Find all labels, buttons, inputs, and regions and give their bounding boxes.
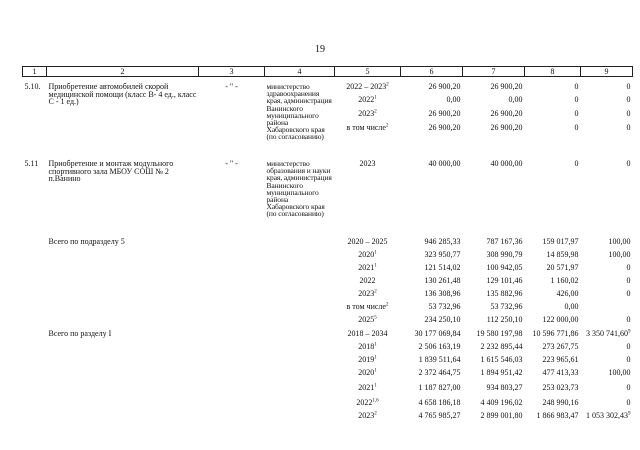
year-text: 2020: [358, 368, 375, 377]
value-other: 0: [626, 342, 631, 351]
value-federal: 26 900,20: [490, 82, 523, 91]
value-total: 4 765 985,27: [418, 411, 461, 420]
value-federal: 1 615 546,03: [480, 355, 523, 364]
value-total: 1 187 827,00: [418, 383, 461, 392]
value-regional: 122 000,00: [542, 315, 579, 324]
item-name: Приобретение автомобилей скорой медицинской помощи (класс В- 4 ед., класс С - 1 ед.): [48, 82, 197, 106]
value-total: 1 839 511,64: [418, 355, 461, 364]
footnote-mark: 9: [628, 329, 631, 335]
value-other: 0: [626, 95, 631, 104]
responsible-org: министерство здравоохранения края, администрация Ванинского муниципального района Хабаровского края (по согласованию): [266, 82, 332, 142]
value-regional: 0: [574, 82, 579, 91]
value-federal: 26 900,20: [490, 123, 523, 132]
footnote-mark: 2: [374, 289, 377, 295]
value-federal: 4 409 196,02: [480, 398, 523, 407]
column-header: 6: [401, 67, 463, 77]
value-total: 2 506 163,19: [418, 342, 461, 351]
value-federal: 112 250,10: [486, 315, 523, 324]
value-other: 100,00: [608, 237, 631, 246]
footnote-mark: 2: [386, 82, 389, 88]
value-regional: 223 965,61: [542, 355, 579, 364]
value-total: 130 261,48: [424, 276, 461, 285]
value-federal: 19 580 197,98: [476, 329, 523, 338]
value-federal: 2 899 001,80: [480, 411, 523, 420]
year-cell: [335, 412, 401, 425]
footnote-mark: 2: [385, 123, 389, 129]
value-total: 136 308,96: [424, 289, 461, 298]
value-other: 100,00: [608, 368, 631, 377]
column-header: 8: [525, 67, 581, 77]
ditto-mark: - " -: [225, 159, 238, 168]
table-row: [23, 238, 633, 251]
footnote-mark: 1: [374, 250, 377, 256]
column-header: 9: [581, 67, 633, 77]
footnote-mark: 1: [374, 368, 377, 374]
column-header: 7: [463, 67, 525, 77]
year-cell: [335, 124, 401, 158]
value-total: 2 372 464,75: [418, 368, 461, 377]
value-total: 946 285,33: [424, 237, 461, 246]
value-regional: 0: [574, 109, 579, 118]
year-text: 2020 – 2025: [347, 237, 388, 246]
footnote-mark: 2: [374, 109, 377, 115]
blank-cell: [23, 238, 47, 330]
value-total: 0,00: [446, 95, 461, 104]
column-number-header: [23, 67, 633, 77]
value-other: 0: [626, 159, 631, 168]
value-regional: 14 859,98: [546, 250, 579, 259]
value-other: 3 350 741,60$^9$: [586, 329, 631, 338]
footnote-mark: 1: [374, 355, 377, 361]
value-total: 323 950,77: [424, 250, 461, 259]
year-cell: [335, 369, 401, 384]
value-federal: 934 803,27: [486, 383, 523, 392]
value-federal: 100 942,05: [486, 263, 523, 272]
total-label: Всего по разделу I: [48, 329, 112, 338]
footnote-mark: 1: [374, 95, 377, 101]
value-regional: 20 571,97: [546, 263, 579, 272]
item-number: 5.10.: [24, 82, 41, 91]
table-row: [23, 160, 633, 238]
table-body: [23, 77, 633, 426]
value-total: 26 900,20: [428, 123, 461, 132]
year-text: 2023: [358, 411, 375, 420]
value-other: 0: [626, 109, 631, 118]
column-header: 4: [265, 67, 335, 77]
value-other: 0: [626, 398, 631, 407]
value-federal: 129 101,46: [486, 276, 523, 285]
column-header: 1: [23, 67, 47, 77]
year-text: 2019: [358, 355, 375, 364]
value-other: 100,00: [608, 250, 631, 259]
value-regional: 0: [574, 95, 579, 104]
value-total: 121 514,02: [424, 263, 461, 272]
value-regional: 10 596 771,86: [532, 329, 579, 338]
item-name: Приобретение и монтаж модульного спортивного зала МБОУ СОШ № 2 п.Ванино: [48, 159, 174, 183]
year-text: в том числе: [346, 302, 386, 311]
value-regional: 426,00: [556, 289, 579, 298]
table-row: [23, 83, 633, 96]
year-text: 2025: [358, 315, 375, 324]
item-number: 5.11: [24, 159, 39, 168]
value-regional: 0: [574, 159, 579, 168]
year-text: 2023: [358, 289, 375, 298]
value-other: 0: [626, 289, 631, 298]
value-regional: 477 413,33: [542, 368, 579, 377]
year-cell: [335, 110, 401, 124]
footnote-mark: 1: [374, 383, 377, 389]
value-total: 40 000,00: [428, 159, 461, 168]
value-federal: 26 900,20: [490, 109, 523, 118]
value-regional: 159 017,97: [542, 237, 579, 246]
value-other: 0: [626, 276, 631, 285]
value-other: 0: [626, 263, 631, 272]
value-regional: 0: [574, 123, 579, 132]
year-cell: [335, 160, 401, 238]
blank-cell: [23, 330, 47, 425]
footnote-mark: 2: [385, 302, 389, 308]
value-federal: 787 167,36: [486, 237, 523, 246]
footnote-mark: 5: [374, 315, 377, 321]
year-cell: [335, 316, 401, 330]
year-text: в том числе: [346, 123, 386, 132]
year-text: 2020: [358, 250, 375, 259]
value-other: 1 053 302,43$^9$: [586, 411, 631, 420]
footnote-mark: 9: [628, 411, 631, 417]
year-text: 2023: [358, 109, 375, 118]
value-regional: 1 866 983,47: [536, 411, 579, 420]
footnote-mark: 1,6: [372, 398, 379, 404]
value-total: 26 900,20: [428, 109, 461, 118]
value-total: 26 900,20: [428, 82, 461, 91]
year-text: 2018: [358, 342, 375, 351]
footnote-mark: 1: [374, 263, 377, 269]
column-header: 3: [199, 67, 265, 77]
value-federal: 1 894 951,42: [480, 368, 523, 377]
table-row: [23, 330, 633, 343]
year-text: 2022: [359, 276, 376, 285]
value-federal: 0,00: [508, 95, 523, 104]
footnote-mark: 2: [374, 411, 377, 417]
page-number: 19: [315, 44, 325, 55]
value-federal: 40 000,00: [490, 159, 523, 168]
value-federal: 2 232 895,44: [480, 342, 523, 351]
year-text: 2021: [358, 263, 375, 272]
responsible-org: министерство образования и науки края, администрация Ванинского муниципального района Хабаровского края (по согласованию): [266, 159, 332, 219]
value-total: 53 732,96: [428, 302, 461, 311]
value-total: 234 250,10: [424, 315, 461, 324]
total-label: Всего по подразделу 5: [48, 237, 125, 246]
ditto-mark: - " -: [225, 82, 238, 91]
value-other: [581, 303, 633, 316]
footnote-mark: 1: [374, 342, 377, 348]
value-regional: 248 990,16: [542, 398, 579, 407]
value-regional: 1 160,02: [550, 276, 579, 285]
value-other: 0: [626, 383, 631, 392]
value-other: 0: [626, 315, 631, 324]
budget-table: [22, 66, 633, 425]
year-text: 2021: [358, 383, 375, 392]
year-cell: [335, 96, 401, 110]
year-cell: [335, 384, 401, 399]
value-federal: 135 882,96: [486, 289, 523, 298]
year-text: 2023: [359, 159, 376, 168]
year-text: 2018 – 2034: [347, 329, 388, 338]
value-total: 4 658 186,18: [418, 398, 461, 407]
column-header: 5: [335, 67, 401, 77]
value-other: 0: [626, 355, 631, 364]
value-regional: 273 267,75: [542, 342, 579, 351]
value-other: 0: [626, 123, 631, 132]
year-text: 2022: [358, 95, 375, 104]
value-federal: 308 990,79: [486, 250, 523, 259]
value-total: 30 177 069,84: [414, 329, 461, 338]
value-other: 0: [626, 82, 631, 91]
value-federal: 53 732,96: [490, 302, 523, 311]
year-text: 2022 – 2023: [346, 82, 387, 91]
value-regional: 0,00: [564, 302, 579, 311]
column-header: 2: [47, 67, 199, 77]
value-regional: 253 023,73: [542, 383, 579, 392]
year-text: 2022: [356, 398, 373, 407]
